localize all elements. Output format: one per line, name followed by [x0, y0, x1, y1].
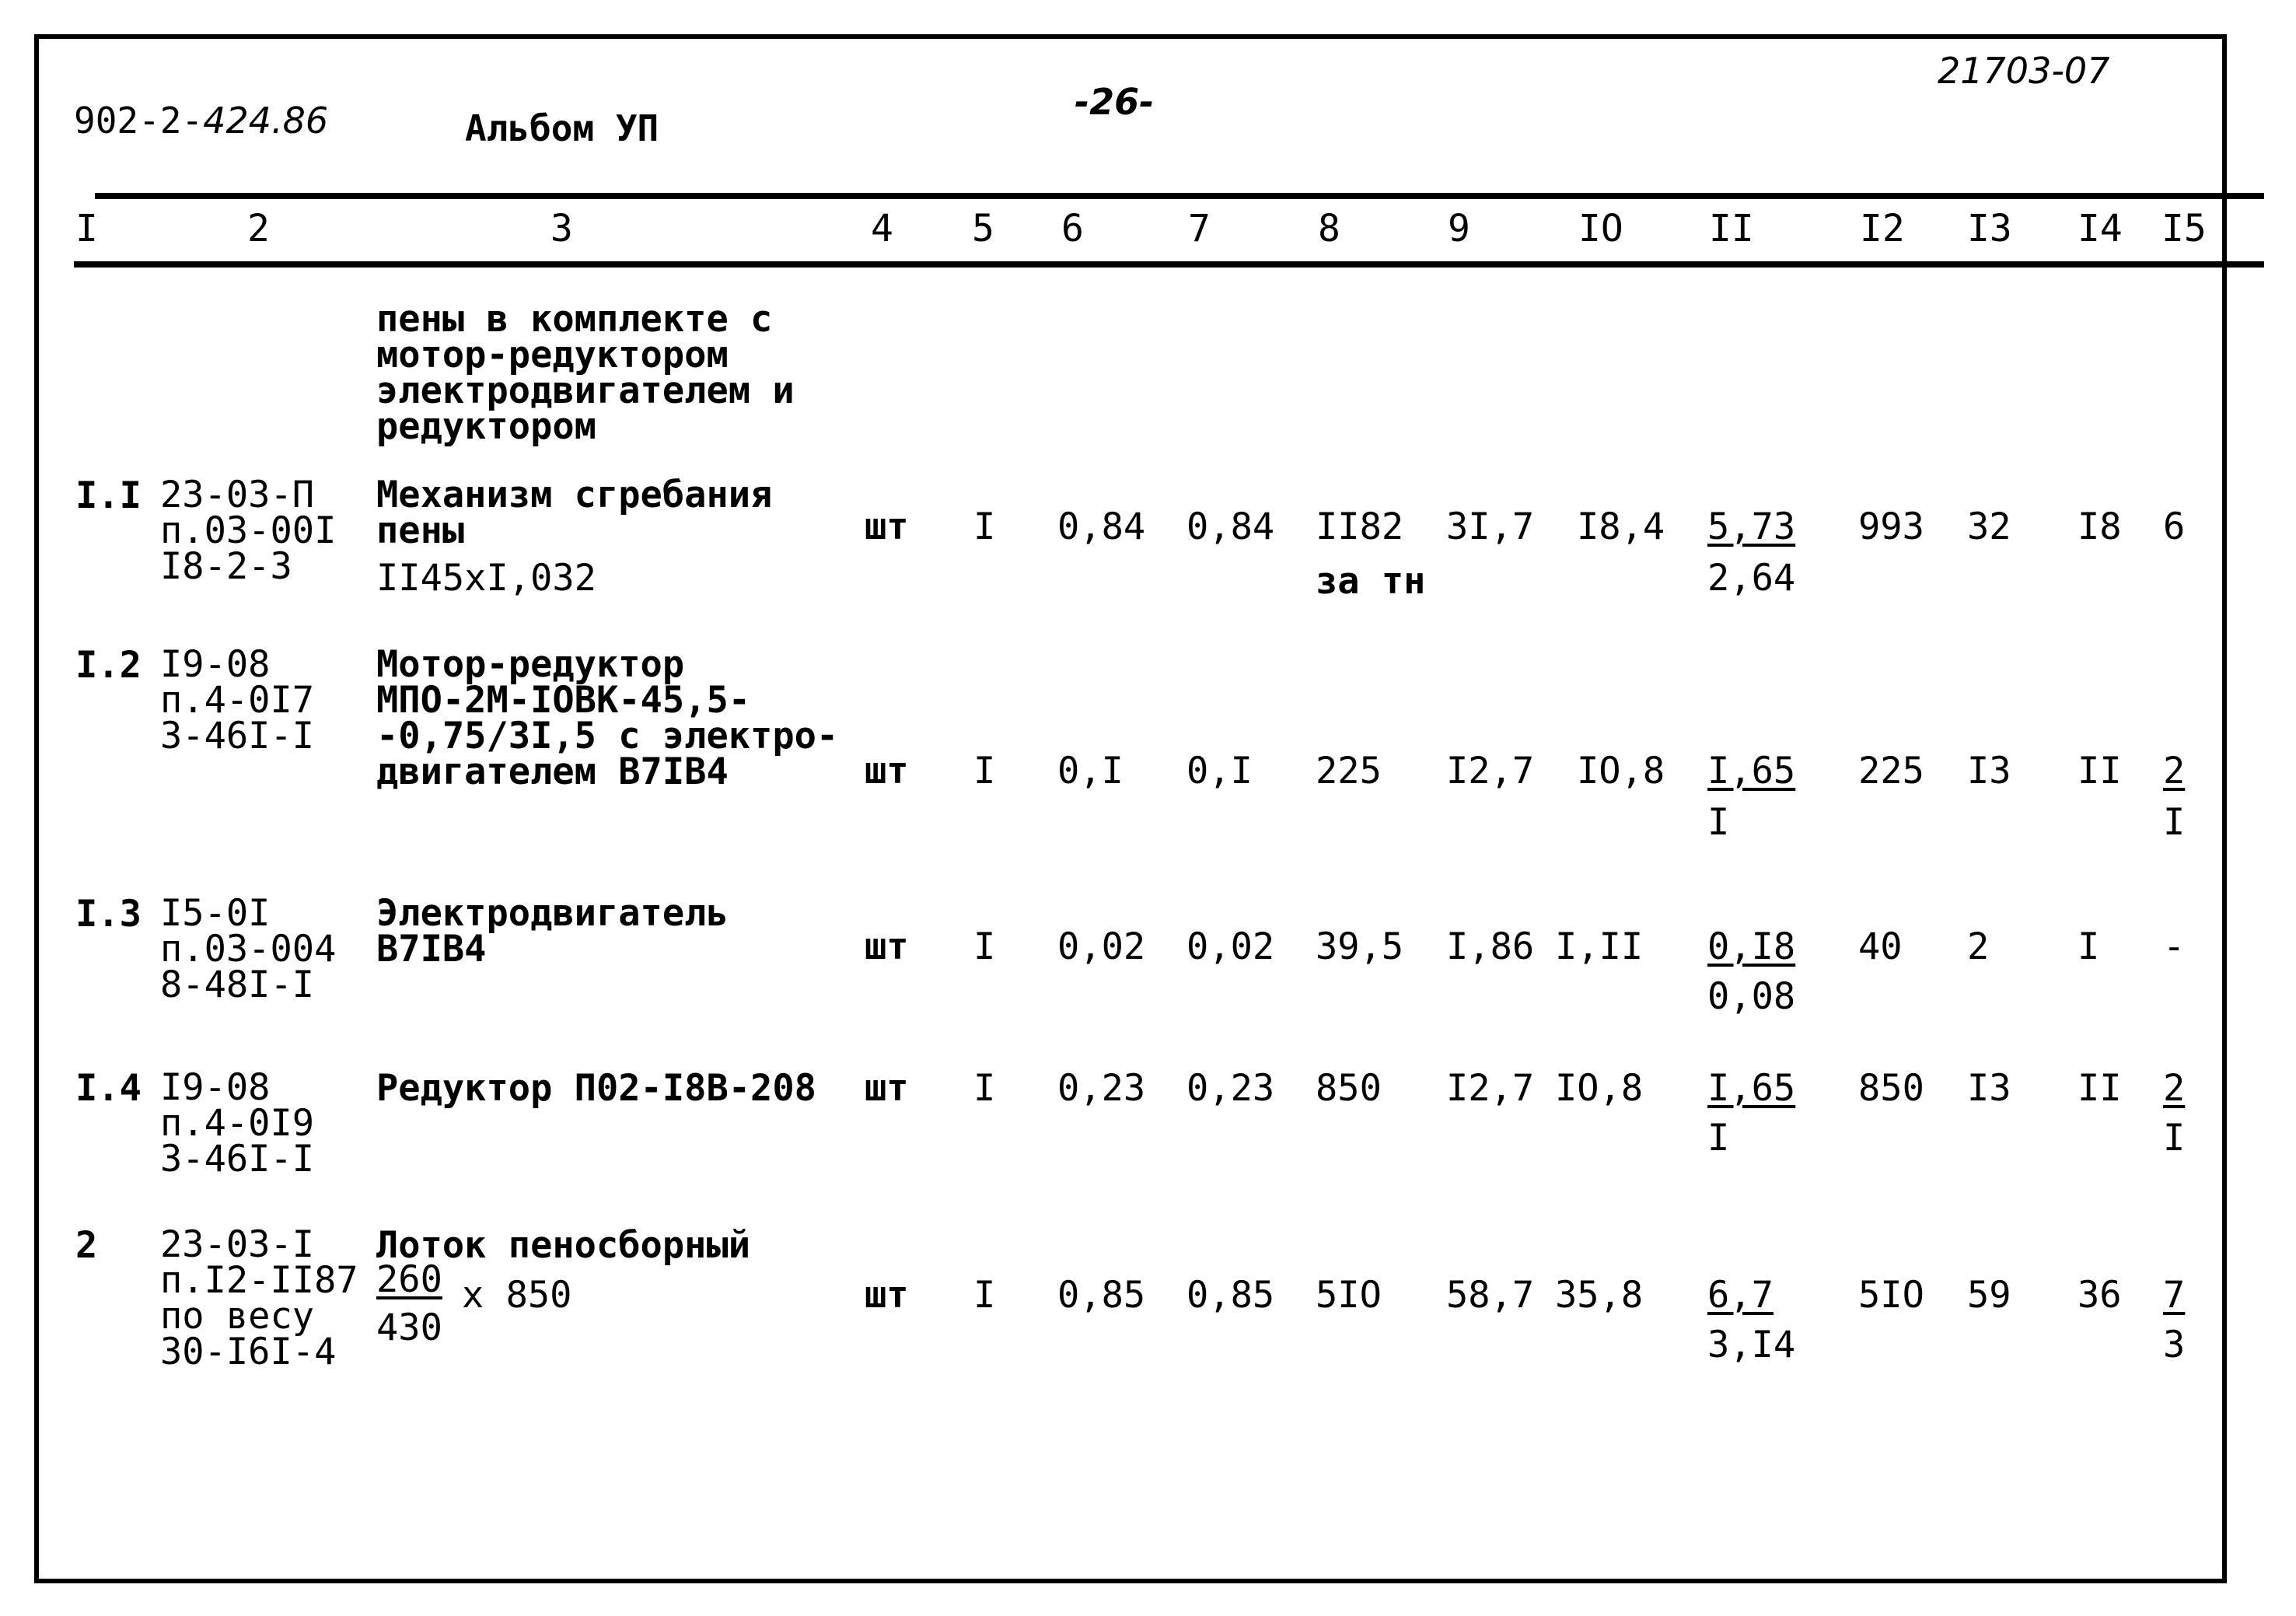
row-col13: I3 — [1967, 1067, 2011, 1110]
row-col8: 5IO — [1316, 1274, 1382, 1317]
row-col11-bottom: I — [1707, 801, 1730, 844]
row-col14: 36 — [2078, 1274, 2122, 1317]
row-unit: шт — [865, 1067, 909, 1110]
col-header-10: IO — [1578, 207, 1623, 250]
row-col7: 0,I — [1186, 750, 1253, 792]
doc-number-suffix: 424.86 — [203, 100, 329, 142]
row-col11-top: I,65 — [1707, 1067, 1796, 1110]
row-col8: II82 — [1316, 505, 1404, 548]
row-col7: 0,85 — [1186, 1274, 1275, 1317]
row-col10: 35,8 — [1555, 1274, 1644, 1317]
row-col11-bottom: 3,I4 — [1707, 1324, 1796, 1366]
col-header-14: I4 — [2078, 207, 2123, 250]
row-name: Редуктор П02-I8В-208 — [376, 1067, 816, 1110]
row-col10: I,II — [1555, 925, 1644, 968]
row-col11-top: 0,I8 — [1707, 925, 1796, 968]
row-number: I.4 — [75, 1067, 142, 1110]
col-header-4: 4 — [871, 207, 893, 250]
row-qty: I — [973, 925, 996, 968]
row-code: I9-08 п.4-0I7 3-46I-I — [160, 643, 315, 757]
intro-continuation: пены в комплекте с мотор-редуктором электродвигателем и редуктором — [376, 298, 795, 448]
row-number: I.2 — [75, 644, 142, 687]
row-qty: I — [973, 750, 996, 792]
col-header-9: 9 — [1448, 207, 1470, 250]
row-col7: 0,23 — [1186, 1067, 1275, 1110]
row-col15-top: 2 — [2163, 750, 2186, 792]
doc-number-prefix: 902-2- — [74, 100, 204, 142]
col-header-5: 5 — [972, 207, 994, 250]
row-col6: 0,I — [1057, 750, 1124, 792]
row-col8-extra: за тн — [1316, 560, 1426, 603]
row-col6: 0,02 — [1057, 925, 1146, 968]
page-number: -26- — [1075, 81, 1155, 123]
row-col7: 0,02 — [1186, 925, 1275, 968]
row-col10: IO,8 — [1555, 1067, 1644, 1110]
doc-number — [74, 100, 329, 142]
col-header-13: I3 — [1967, 207, 2012, 250]
row-col15-bottom: 3 — [2163, 1324, 2186, 1366]
row-col15-bottom: I — [2163, 801, 2186, 844]
row-col6: 0,23 — [1057, 1067, 1146, 1110]
row-qty: I — [973, 1067, 996, 1110]
col-header-2: 2 — [247, 207, 270, 250]
row-col11-bottom: 0,08 — [1707, 975, 1796, 1018]
row-number: 2 — [75, 1224, 98, 1267]
row-col6: 0,84 — [1057, 505, 1146, 548]
row-col12: 850 — [1858, 1067, 1924, 1110]
row-number: I.3 — [75, 893, 142, 936]
row-col13: 32 — [1967, 505, 2011, 548]
row-col8: 39,5 — [1316, 925, 1404, 968]
col-header-3: 3 — [550, 207, 573, 250]
row-col11-top: 6,7 — [1707, 1274, 1774, 1317]
row-col15-bottom: I — [2163, 1117, 2186, 1160]
row-name: Механизм сгребания пены — [376, 474, 773, 552]
row-col8: 225 — [1316, 750, 1382, 792]
row-col6: 0,85 — [1057, 1274, 1146, 1317]
row-col10: IO,8 — [1577, 750, 1665, 792]
row-col10: I8,4 — [1577, 505, 1665, 548]
col-header-6: 6 — [1061, 207, 1084, 250]
col-header-8: 8 — [1318, 207, 1340, 250]
row-col13: 2 — [1967, 925, 1990, 968]
row-code: 23-03-П п.03-00I I8-2-3 — [160, 474, 337, 588]
row-col12: 225 — [1858, 750, 1924, 792]
row-name: Мотор-редуктор МПО-2М-IOBK-45,5- -0,75/3I,5 с электро- двигателем В7IВ4 — [376, 643, 839, 793]
row-col15-top: 6 — [2163, 505, 2186, 548]
row-unit: шт — [865, 925, 909, 968]
col-header-11: II — [1709, 207, 1754, 250]
row-name-fraction-top: 260 — [376, 1258, 442, 1301]
row-col15-top: - — [2163, 925, 2186, 968]
row-code: I5-0I п.03-004 8-48I-I — [160, 892, 337, 1006]
row-name-extra: II45xI,032 — [376, 557, 596, 600]
row-col7: 0,84 — [1186, 505, 1275, 548]
row-col12: 40 — [1858, 925, 1903, 968]
row-col11-bottom: I — [1707, 1117, 1730, 1160]
row-unit: шт — [865, 505, 909, 548]
row-name: Электродвигатель В7IВ4 — [376, 892, 729, 971]
row-col9: 58,7 — [1446, 1274, 1535, 1317]
inventory-number: 21703-07 — [1938, 50, 2110, 92]
row-col14: I8 — [2078, 505, 2122, 548]
header-top-rule — [95, 193, 2264, 199]
row-col14: II — [2078, 1067, 2122, 1110]
row-col15-top: 2 — [2163, 1067, 2186, 1110]
row-name: Лоток пеносборный — [376, 1224, 751, 1267]
row-col12: 5IO — [1858, 1274, 1924, 1317]
row-unit: шт — [865, 1274, 909, 1317]
row-qty: I — [973, 1274, 996, 1317]
row-code: 23-03-I п.I2-II87 по весу 30-I6I-4 — [160, 1223, 358, 1373]
col-header-1: I — [75, 207, 98, 250]
album-title: Альбом УП — [465, 107, 659, 149]
row-unit: шт — [865, 750, 909, 792]
row-col12: 993 — [1858, 505, 1924, 548]
col-header-7: 7 — [1188, 207, 1211, 250]
row-number: I.I — [75, 474, 142, 517]
header-bottom-rule — [74, 261, 2264, 268]
row-col11-top: 5,73 — [1707, 505, 1796, 548]
row-col15-top: 7 — [2163, 1274, 2186, 1317]
row-col13: I3 — [1967, 750, 2011, 792]
col-header-15: I5 — [2161, 207, 2207, 250]
row-col11-bottom: 2,64 — [1707, 557, 1796, 600]
row-name-fraction-mid: x 850 — [462, 1274, 572, 1317]
col-header-12: I2 — [1860, 207, 1905, 250]
row-qty: I — [973, 505, 996, 548]
row-name-fraction-bottom: 430 — [376, 1306, 442, 1349]
row-col9: I2,7 — [1446, 1067, 1535, 1110]
row-code: I9-08 п.4-0I9 3-46I-I — [160, 1066, 315, 1181]
row-col14: I — [2078, 925, 2100, 968]
row-col8: 850 — [1316, 1067, 1382, 1110]
row-col13: 59 — [1967, 1274, 2011, 1317]
row-col9: I2,7 — [1446, 750, 1535, 792]
row-col9: 3I,7 — [1446, 505, 1535, 548]
row-col9: I,86 — [1446, 925, 1535, 968]
row-col11-top: I,65 — [1707, 750, 1796, 792]
row-col14: II — [2078, 750, 2122, 792]
